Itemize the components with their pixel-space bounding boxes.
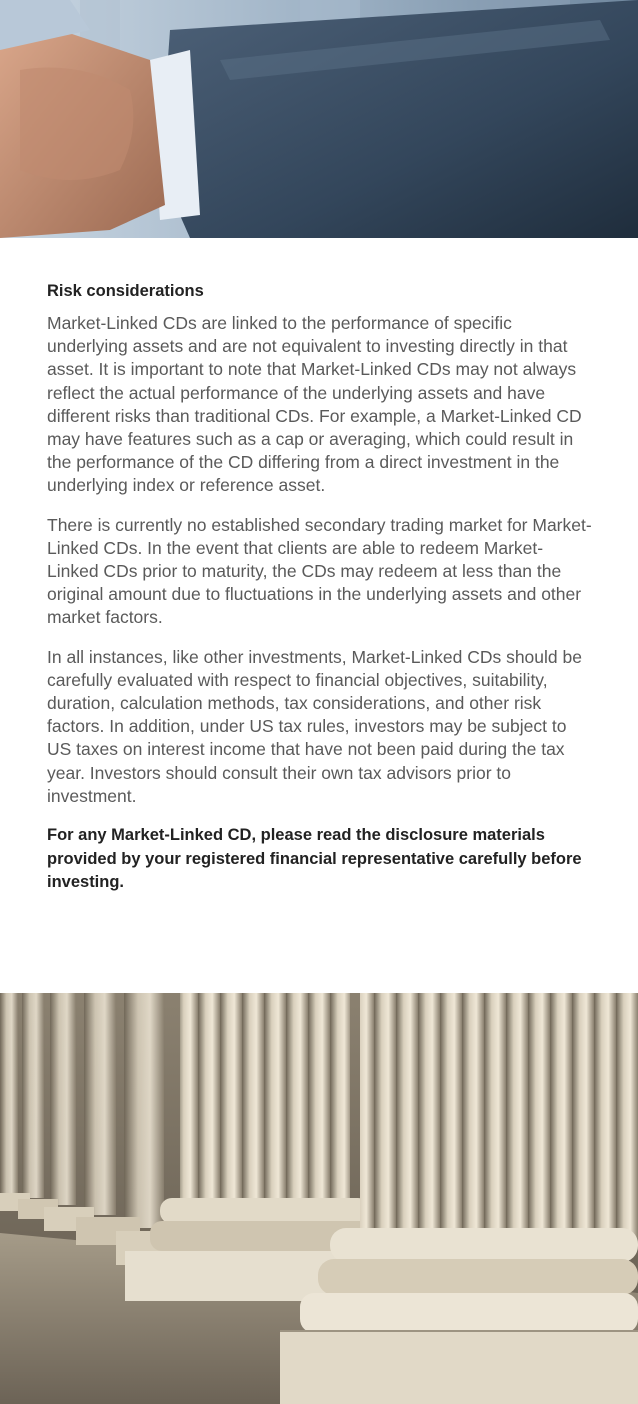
section-heading: Risk considerations: [47, 282, 204, 300]
paragraph-performance-linkage: Market-Linked CDs are linked to the performance of specific underlying assets and are not equivalent to investing directly in that asset. It is important to note that Market-Linked CDs may not always reflect the actual performance of the underlying assets and have different risks than traditional CDs. For example, a Market-Linked CD may have features such as a cap or averaging, which could result in the performance of the CD differing from a direct investment in the underlying index or reference asset.: [47, 313, 582, 496]
disclosure-notice: For any Market-Linked CD, please read the disclosure materials provided by your registered financial representative carefully before investing.: [47, 826, 582, 892]
risk-considerations-section: [47, 278, 592, 895]
paragraph-evaluation-and-tax: In all instances, like other investments, Market-Linked CDs should be carefully evaluated with respect to financial objectives, suitability, duration, calculation methods, tax considerations, and other risk factors. In addition, under US tax rules, investors may be subject to US taxes on interest income that have not been paid during the tax year. Investors should consult their own tax advisors prior to investment.: [47, 646, 582, 806]
paragraph-secondary-market: There is currently no established secondary trading market for Market-Linked CDs. In the event that clients are able to redeem Market-Linked CDs prior to maturity, the CDs may redeem at less than the original amount due to fluctuations in the underlying assets and other market factors.: [47, 514, 592, 628]
handshake-photo: [0, 0, 638, 238]
classical-columns-photo: [0, 993, 638, 1404]
